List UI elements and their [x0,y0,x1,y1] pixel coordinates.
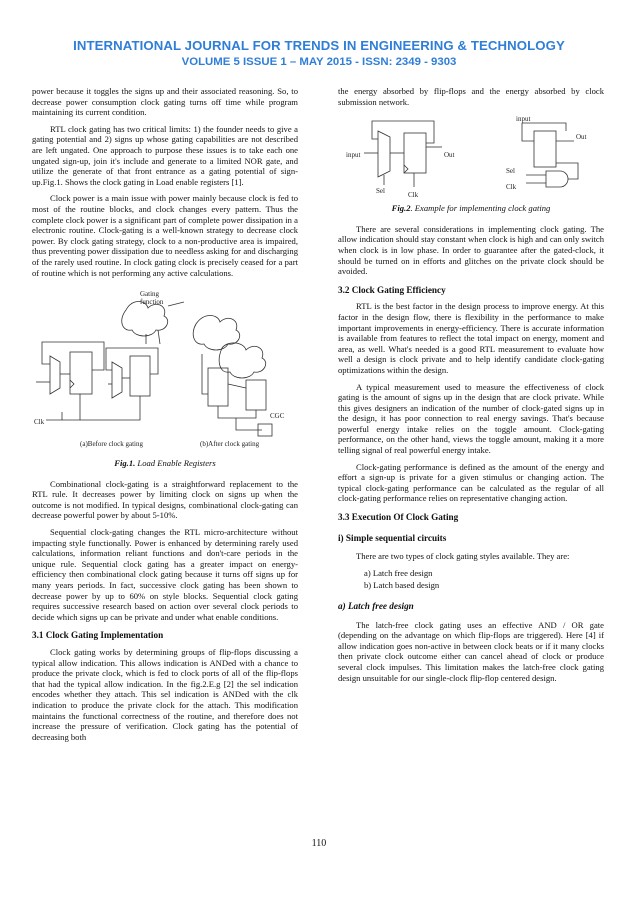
flip-flop-block [404,133,426,173]
subsection-heading: i) Simple sequential circuits [338,532,447,543]
paragraph: power because it toggles the signs up and their associated reasoning. So, to decrease power consumption clock gating turns off time while program maintaining its current condition. [32,86,298,118]
paragraph: There are several considerations in implementing clock gating. The allow indication should stay constant when clock is high and can only switch when clock is in low phase. In order to guarantee after the gated-clock, it should be turned on in efforts and glitches on the private clock should be avoided. [338,223,604,277]
left-column [32,86,298,748]
list-item: b) Latch based design [364,580,440,591]
figure-label: Out [444,151,455,160]
figure-label: Clk [408,191,419,200]
caption-number: Fig.2 [391,203,411,214]
section-heading: 3.1 Clock Gating Implementation [32,630,164,641]
paragraph: Clock power is a main issue with power mainly because clock is fed to most of the routine blocks, and clock changes every pattern. Thus the complete clock power is a significant part of complete power dissipation in a electronic routine. Clock-gating is a well-known strategy to decrease clock power. By clock gating strategy, clock to a non-productive area is impaired, thus preventing power dissipation due to needless asking for and discharging of the rarely used routine. In clock gating clock is precisely ceased for a part of routine which is not performing any active calculations. [32,193,298,278]
figure-subcaption: (a)Before clock gating [80,440,143,449]
caption-number: Fig.1. [114,458,136,469]
paragraph: The latch-free clock gating uses an effective AND / OR gate (depending on the advantage on which flip-flops are triggered). Here [4] if allow indication goes non-active in between clock beats or if it many clocks then private clock outcome either can cancel ahead of clock or produce several clock impulses. This limitation makes the latch-free clock gating design unsuitable for our single-clock flip-flop centered design. [338,619,604,683]
section-heading: 3.2 Clock Gating Efficiency [338,284,446,295]
gating-function-cloud [193,316,240,351]
figure-label: Clk [506,183,517,192]
journal-header [0,38,638,68]
paragraph: A typical measurement used to measure the effectiveness of clock gating is the amount of signs up in the design that are clock private. While this gives designers an indication of the number of clock-gated signs up in the design, it has poor connection to real energy savings. That's because powerful energy intake relies on the toggle amount. Clock-gating performance, on the other hand, views the toggle amount, making it a more telling signal of real powerful energy intake. [338,381,604,456]
figure-label: Gating [140,290,160,299]
caption-text: . Example for implementing clock gating [410,203,551,214]
paragraph: Clock gating works by determining groups of flip-flops discussing a typical allow indication. This allows indication is ANDed with a chance to produce the private clock, which is fed to clock ports of all of the flip-flops that had the typical allow indication. In the fig.2.E.g [2] the sel indication encodes whether they attach. This sel indication is ANDed with the clk indication to produce the private clock for the attach. This modification maintains the functional correctness of the routine, and therefore does not increase the pressure of verification. Clock gating has the potential of decreasing both [32,647,298,742]
register-block [246,380,266,410]
paragraph: the energy absorbed by flip-flops and the energy absorbed by clock submission network. [338,86,604,107]
figure-label: input [516,115,531,124]
register-block [70,352,92,394]
figure-2-clock-gating-example [338,113,604,199]
figure-label: function [140,298,164,307]
paragraph: RTL clock gating has two critical limits: 1) the founder needs to give a gating potential and 2) signs up whose gating capabilities are not described are left ungated. One approach to purpose these issues is to take each one ungated sign-up, join it's include and generate to a limited NOR gate, and utilize the generate of that front entrance as a gating potential of sign-up.Fig.1. Shows the clock gating in Load enable registers [1]. [32,123,298,187]
register-block [208,368,228,406]
figure-label: CGC [270,412,285,421]
caption-text: Load Enable Registers [135,458,216,469]
paragraph: There are two types of clock gating styles available. They are: [356,551,570,562]
and-gate [546,171,568,187]
figure-label: Out [576,133,587,142]
style-list [364,568,604,591]
figure-1-load-enable-registers [32,284,298,454]
figure-label: Sel [506,167,515,176]
flip-flop-block [534,131,556,167]
figure-label: Clk [34,418,45,427]
journal-title: INTERNATIONAL JOURNAL FOR TRENDS IN ENGINEERING & TECHNOLOGY [73,38,565,53]
figure-subcaption: (b)After clock gating [200,440,260,449]
journal-issue: VOLUME 5 ISSUE 1 – MAY 2015 - ISSN: 2349 - 9303 [181,56,457,68]
right-column [338,86,604,689]
paragraph: Combinational clock-gating is a straightforward replacement to the RTL rule. It decreases power by limiting clock on signs up when the outcome is not modified. In typical designs, combinational clock-gating can decrease powerful power by about 5-10%. [32,478,298,521]
figure-label: input [346,151,361,160]
mux-symbol [50,356,60,394]
subsection-heading: a) Latch free design [338,601,414,611]
section-heading: 3.3 Execution Of Clock Gating [338,512,459,523]
list-item: a) Latch free design [364,567,433,578]
figure-1-caption [32,458,298,469]
paragraph: Clock-gating performance is defined as the amount of the energy and effort a sign-up is private for a given stimulus or changing action. The typical clock-gating performance can be calculated as the regular of all clock-gating performance relies on representative changing action. [338,461,604,504]
figure-2-caption [338,203,604,214]
mux-symbol [378,131,390,177]
paragraph: RTL is the best factor in the design process to improve energy. At this factor in the design flow, there is flexibility in the performance to make important improvements in energy-efficiency. There is accurate information is available from features to reflect the total impact on energy, moment and area, as well. What's needed is a good RTL measurement to evaluate how well a design is clock private and to help identify candidate clock-gating optimizations within the design. [338,301,604,375]
paragraph: Sequential clock-gating changes the RTL micro-architecture without impacting style functionally. Power is enhanced by determining rarely used calculations, information reliant functions and don't-care periods in the unique rule. Sequential clock gating has a greater impact on energy-efficiency then combinational clock gating because it turns off signs up for many years periods. In fact, successive clock gating has been shown to decrease power by up to 60% on style blocks. Sequential clock gating requires successive research based on action over several clock periods to decide which signs up can be private and under what enable conditions. [32,527,298,622]
gating-function-cloud [122,302,168,337]
figure-label: Sel [376,187,385,196]
page-number: 110 [311,838,327,849]
